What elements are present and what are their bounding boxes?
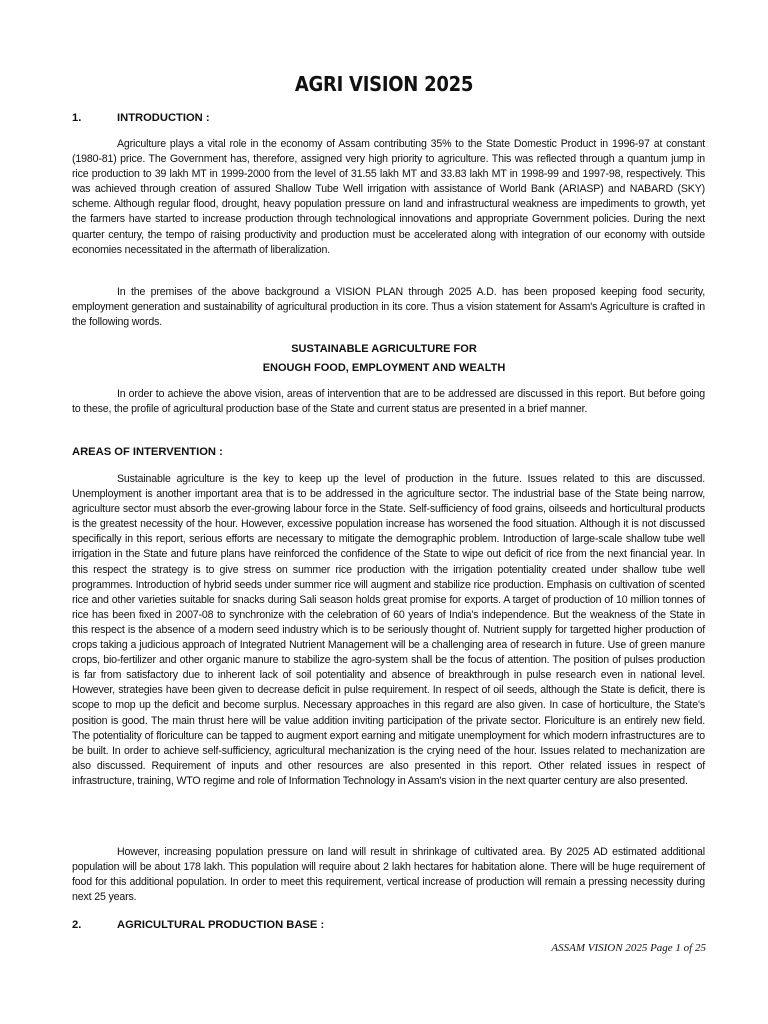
section-title: AGRICULTURAL PRODUCTION BASE :	[117, 919, 325, 931]
paragraph-intro-2: In the premises of the above background a VISION PLAN through 2025 A.D. has been proposed keeping food security, employment generation and sustainability of agricultural production in its core. Thus a vision statement for Assam's Agriculture is crafted in the following words.	[72, 286, 705, 329]
paragraph-areas-2: However, increasing population pressure on land will result in shrinkage of cultivated area. By 2025 AD estimated additional population will be about 178 lakh. This population will require about 2 lakh hectares for habitation alone. There will be huge requirement of food for this additional population. In order to meet this requirement, vertical increase of production will remain a pressing necessity during next 25 years.	[72, 846, 705, 904]
areas-of-intervention-heading: AREAS OF INTERVENTION :	[72, 446, 223, 458]
section-number: 2.	[72, 919, 82, 931]
paragraph-intro-1: Agriculture plays a vital role in the economy of Assam contributing 35% to the State Domestic Product in 1996-97 at constant (1980-81) price. The Government has, therefore, assigned very high priority to agriculture. This was reflected through a quantum jump in rice production to 39 lakh MT in 1999-2000 from the level of 31.55 lakh MT and 33.83 lakh MT in 1998-99 and 1997-98, respectively. This was achieved through creation of assured Shallow Tube Well irrigation with assistance of World Bank (ARIASP) and NABARD (SKY) scheme. Although regular flood, drought, heavy population pressure on land and infrastructural weakness are impediments to growth, yet the farmers have started to increase production through technological innovations and appropriate Government policies. During the next quarter century, the tempo of raising productivity and production must be accelerated along with integration of our economy with outside economies necessitated in the aftermath of liberalization.	[72, 138, 705, 256]
paragraph-areas-1: Sustainable agriculture is the key to keep up the level of production in the future. Issues related to this are discussed. Unemployment is another important area that is to be addressed in the agriculture sector. The industrial base of the State being narrow, agriculture sector must absorb the ever-growing labour force in the State. Self-sufficiency of food grains, oilseeds and horticultural products is the greatest necessity of the hour. However, excessive population increase has worsened the food situation. Although it is not discussed specifically in this report, serious efforts are necessary to mitigate the demographic problem. Introduction of large-scale shallow tube well irrigation in the State and future plans have reinforced the confidence of the State to wipe out deficit of rice from the next financial year. In this respect the strategy is to give stress on summer rice production with the irrigation potentiality created under shallow tube well programmes. Introduction of hybrid seeds under summer rice will augment and stabilize rice production. Emphasis on cultivation of scented rice and other varieties suitable for snacks during Sali season holds great promise for exports. A target of production of 10 million tonnes of rice has been fixed in 2007-08 to synchronize with the celebration of 60 years of India's independence. But the weakness of the State in this respect is the absence of a modern seed industry which is to be seriously thought of. Nutrient supply for targetted higher production of crops taking a judicious approach of Integrated Nutrient Management will be a challenging area of research in future. Use of green manure crops, bio-fertilizer and other organic manure to stabilize the agro-system shall be the focus of attention. The position of pulses production is far from satisfactory due to inherent lack of soil potentiality and absence of breakthrough in pulse research even in national level. However, strategies have been given to decrease deficit in pulse requirement. In respect of oil seeds, although the State is deficit, there is scope to mop up the deficit and become surplus. Necessary approaches in this regard are also given. In case of horticulture, the State's position is good. The main thrust here will be value addition inviting participation of the private sector. Floriculture is an entirely new field. The potentiality of floriculture can be tapped to augment export earning and mitigate unemployment for which modern infrastructures are to be built. In order to achieve self-sufficiency, agricultural mechanization is the crying need of the hour. Issues related to mechanization are also discussed. Requirement of inputs and other resources are also presented in this report. Other related issues in respect of infrastructure, training, WTO regime and role of Information Technology in Assam's vision in the next quarter century are also presented.	[72, 473, 705, 787]
section-title: INTRODUCTION :	[117, 112, 210, 124]
paragraph-intro-3: In order to achieve the above vision, areas of intervention that are to be addressed are discussed in this report. But before going to these, the profile of agricultural production base of the State and current status are presented in a brief manner.	[72, 388, 705, 416]
page-title: AGRI VISION 2025	[294, 72, 474, 96]
page-footer: ASSAM VISION 2025 Page 1 of 25	[551, 942, 706, 954]
section-heading-production-base	[72, 919, 324, 931]
section-number: 1.	[72, 112, 82, 124]
vision-statement-line-2: ENOUGH FOOD, EMPLOYMENT AND WEALTH	[262, 362, 506, 374]
section-heading-introduction	[72, 112, 210, 124]
vision-statement-line-1: SUSTAINABLE AGRICULTURE FOR	[291, 343, 477, 355]
